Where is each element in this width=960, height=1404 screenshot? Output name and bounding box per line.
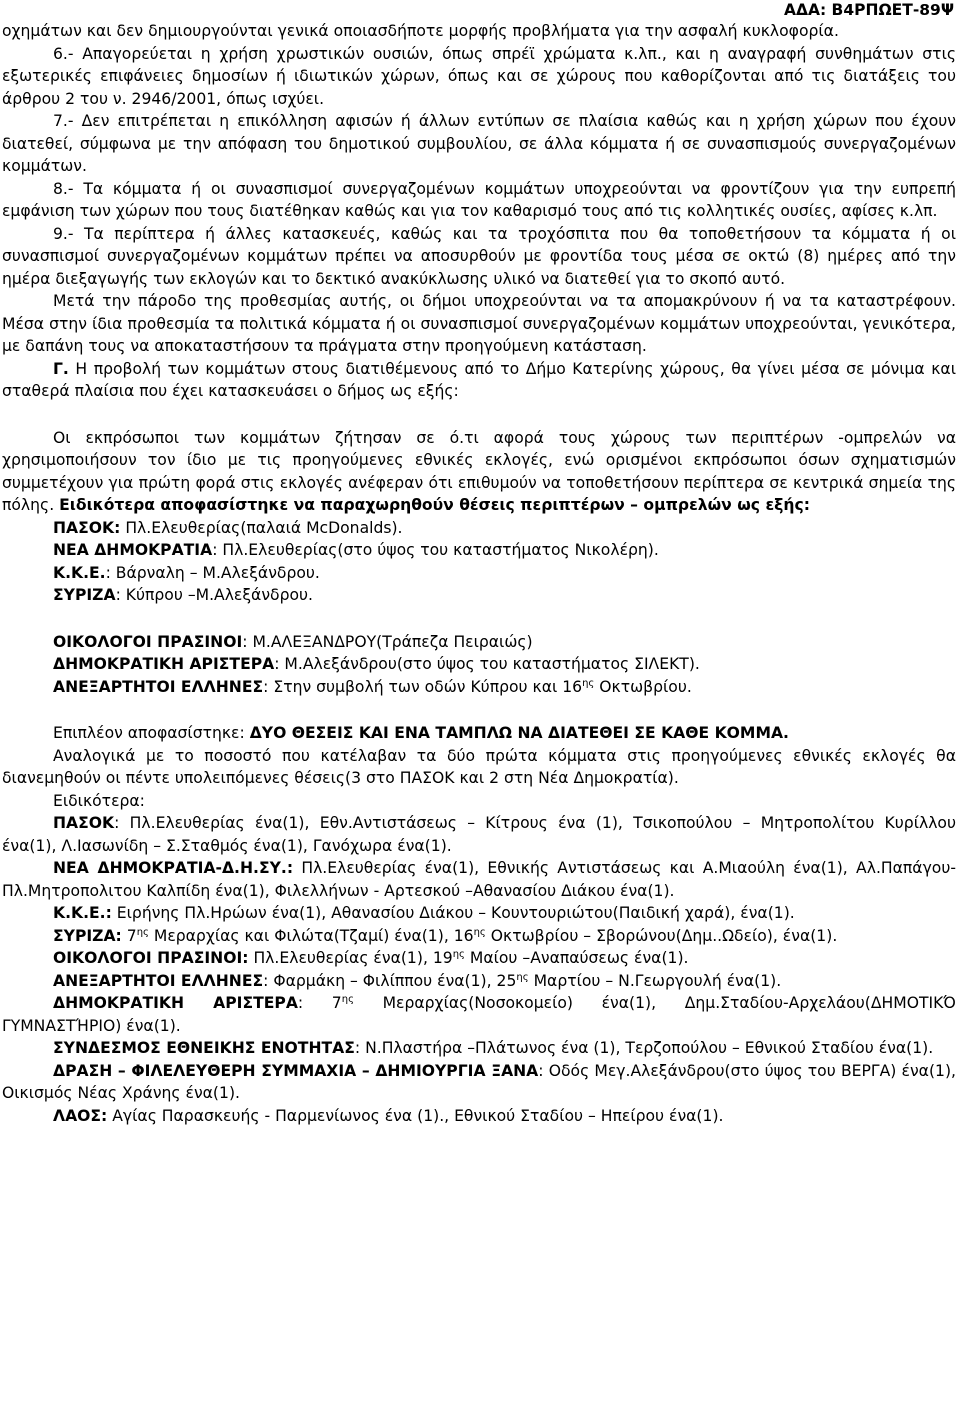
board-locations: Μεραρχίας και Φιλώτα(Τζαμί) ένα(1), 16 [148, 926, 474, 945]
board-locations: Μαίου –Αναπαύσεως ένα(1). [464, 949, 689, 967]
kiosk-place: Πλ.Ελευθερίας(παλαιά McDonalds). [120, 518, 403, 537]
party-name: ΟΙΚΟΛΟΓΟΙ ΠΡΑΣΙΝΟΙ [53, 632, 243, 651]
kiosk-item [2, 539, 956, 562]
board-entry [2, 857, 956, 902]
section-g-text: Η προβολή των κομμάτων στους διατιθέμενους από το Δήμο Κατερίνης χώρους, θα γίνει μέσα σε μόνιμα και σταθερά πλαίσια που έχει κατασκευάσει ο δήμος ως εξής: [2, 359, 956, 400]
kiosk-list-2 [2, 631, 956, 699]
party-name: ΟΙΚΟΛΟΓΟΙ ΠΡΑΣΙΝΟΙ: [53, 949, 249, 967]
board-locations: : Φαρμάκη – Φιλίππου ένα(1), 25 [263, 971, 517, 990]
kiosk-item [2, 676, 956, 699]
party-name: ΠΑΣΟΚ: [53, 518, 121, 537]
ordinal-suffix: ης [341, 994, 354, 1005]
party-name: ΑΝΕΞΑΡΤΗΤΟΙ ΕΛΛΗΝΕΣ [53, 677, 264, 696]
kiosk-list-1 [2, 517, 956, 607]
point-7: 7.- Δεν επιτρέπεται η επικόλληση αφισών ή άλλων εντύπων σε πλαίσια καθώς και η χρήση χώρων που έχουν διατεθεί, σύμφωνα με την απόφαση του δημοτικού συμβουλίου, σε άλλα κόμματα ή σε συνασπισμούς συνεργαζομένων κομμάτων. [2, 112, 956, 175]
board-locations: Οκτωβρίου – Σβορώνου(Δημ..Ωδείο), ένα(1). [485, 926, 838, 945]
board-locations: 7 [121, 926, 137, 945]
board-entry [2, 925, 956, 948]
spacer [2, 607, 956, 631]
board-locations: : Οδός Μεγ.Αλεξάνδρου(στο ύψος του ΒΕΡΓΑ) ένα(1), Οικισμός Νέας Χράνης ένα(1). [2, 1061, 956, 1102]
boards-decision [2, 722, 956, 745]
board-locations: Μεραρχίας(Νοσοκομείο) ένα(1), Δημ.Σταδίου-Αρχελάου(ΔΗΜΟΤΙΚΌ ΓΥΜΝΑΣΤΉΡΙΟ) ένα(1). [2, 994, 956, 1035]
board-entry [2, 1060, 956, 1105]
kiosks-intro-text: Οι εκπρόσωποι των κομμάτων ζήτησαν σε ό.τι αφορά τους χώρους των περιπτέρων -ομπρελών να χρησιμοποιήσουν τον ίδιο με τις προηγούμενες εθνικές εκλογές, ενώ ορισμένοι εκπρόσωποι όσων σχηματισμών συμμετέχουν για πρώτη φορά στις εκλογές ανέφεραν ότι επιθυμούν να τοποθετήσουν περίπτερα σε κεντρικά σημεία της πόλης. [2, 428, 956, 514]
board-entry [2, 902, 956, 925]
party-name: ΑΝΕΞΑΡΤΗΤΟΙ ΕΛΛΗΝΕΣ [53, 971, 264, 990]
point-9-continued: Μετά την πάροδο της προθεσμίας αυτής, οι δήμοι υποχρεούνται να τα απομακρύνουν ή να τα καταστρέφουν. Μέσα στην ίδια προθεσμία τα πολιτικά κόμματα ή οι συνασπισμοί συνεργαζομένων κομμάτων υποχρεούνται, γενικότερα, με δαπάνη τους να αποκαταστήσουν τα πράγματα στην προηγούμενη κατάσταση. [2, 292, 956, 355]
boards-analog: Αναλογικά με το ποσοστό που κατέλαβαν τα δύο πρώτα κόμματα στις προηγούμενες εθνικές εκλογές θα διανεμηθούν οι πέντε υπολειπόμενες θέσεις(3 στο ΠΑΣΟΚ και 2 στη Νέα Δημοκρατία). [2, 746, 956, 787]
board-locations: Πλ.Ελευθερίας ένα(1), 19 [248, 949, 453, 967]
intro-text: οχημάτων και δεν δημιουργούνται γενικά οποιασδήποτε μορφής προβλήματα για την ασφαλή κυκλοφορία. [2, 22, 839, 40]
point-8: 8.- Τα κόμματα ή οι συνασπισμοί συνεργαζομένων κομμάτων υποχρεούνται να φροντίζουν για την ευπρεπή εμφάνιση των χώρων που τους διατέθηκαν καθώς και για τον καθαρισμό τους από τις κολλητικές ουσίες, αφίσες κ.λπ. [2, 179, 956, 220]
kiosk-item [2, 653, 956, 676]
board-entry [2, 1037, 956, 1060]
kiosk-place: : Βάρναλη – Μ.Αλεξάνδρου. [105, 563, 320, 582]
party-name: ΠΑΣΟΚ [53, 814, 115, 832]
kiosk-item [2, 631, 956, 654]
kiosk-place: : Μ.Αλεξάνδρου(στο ύψος του καταστήματος ΣΙΛΕΚΤ). [274, 655, 700, 673]
board-entries [2, 812, 956, 1127]
kiosk-item [2, 517, 956, 540]
board-entry [2, 1105, 956, 1128]
party-name: ΔΗΜΟΚΡΑΤΙΚΗ ΑΡΙΣΤΕΡΑ [53, 994, 298, 1012]
board-locations: Πλ.Ελευθερίας ένα(1), Εθνικής Αντιστάσεως και Α.Μιαούλη ένα(1), Αλ.Παπάγου-Πλ.Μητροπολιτου Καλπίδη ένα(1), Φιλελλήνων - Αρτεσκού –Αθανασίου Διάκου ένα(1). [2, 859, 956, 900]
party-name: ΛΑΟΣ: [53, 1106, 108, 1125]
point-6: 6.- Απαγορεύεται η χρήση χρωστικών ουσιών, όπως σπρέϊ χρώματα κ.λπ., και η αναγραφή συνθημάτων στις εξωτερικές επιφάνειες δημοσίων ή ιδιωτικών χώρων, όπως και σε χώρους που καθορίζονται από τις διατάξεις του άρθρου 2 του ν. 2946/2001, όπως ισχύει. [2, 44, 956, 108]
party-name: ΣΥΡΙΖΑ: [53, 926, 122, 945]
ordinal-suffix: ης [516, 971, 529, 983]
kiosk-place-rest: Οκτωβρίου. [594, 677, 692, 696]
ordinal-suffix: ης [136, 926, 149, 938]
kiosk-place: : Πλ.Ελευθερίας(στο ύψος του καταστήματος Νικολέρη). [212, 541, 659, 559]
party-name: ΔΡΑΣΗ – ΦΙΛΕΛΕΥΘΕΡΗ ΣΥΜΜΑΧΙΑ – ΔΗΜΙΟΥΡΓΙΑ ΞΑΝΑ [53, 1061, 539, 1080]
section-g [2, 358, 956, 403]
boards-prefix: Επιπλέον αποφασίστηκε: [53, 724, 250, 742]
party-name: ΝΕΑ ΔΗΜΟΚΡΑΤΙΑ-Δ.Η.ΣΥ.: [53, 859, 294, 877]
spacer [2, 403, 956, 427]
party-name: ΣΥΝΔΕΣΜΟΣ ΕΘΝΕΙΚΗΣ ΕΝΟΤΗΤΑΣ [53, 1039, 355, 1057]
party-name: ΔΗΜΟΚΡΑΤΙΚΗ ΑΡΙΣΤΕΡΑ [53, 655, 275, 673]
ordinal-suffix: ης [582, 677, 595, 689]
board-locations: Μαρτίου – Ν.Γεωργουλή ένα(1). [528, 971, 782, 990]
boards-decision-text: ΔΥΟ ΘΕΣΕΙΣ ΚΑΙ ΕΝΑ ΤΑΜΠΛΩ ΝΑ ΔΙΑΤΕΘΕΙ ΣΕ ΚΑΘΕ ΚΟΜΜΑ. [249, 724, 789, 742]
party-name: Κ.Κ.Ε.: [53, 904, 112, 922]
board-entry [2, 992, 956, 1037]
board-entry [2, 947, 956, 970]
board-entry [2, 970, 956, 993]
kiosk-place: : Στην συμβολή των οδών Κύπρου και 16 [263, 677, 583, 696]
board-locations: Αγίας Παρασκευής - Παρμενίωνος ένα (1)., Εθνικού Σταδίου – Ηπείρου ένα(1). [107, 1106, 724, 1125]
party-name: Κ.Κ.Ε. [53, 563, 106, 582]
board-locations: : Ν.Πλαστήρα –Πλάτωνος ένα (1), Τερζοπούλου – Εθνικού Σταδίου ένα(1). [354, 1039, 934, 1057]
kiosks-intro [2, 427, 956, 517]
kiosk-place: : Μ.ΑΛΕΞΑΝΔΡΟΥ(Τράπεζα Πειραιώς) [242, 632, 533, 651]
kiosk-item [2, 584, 956, 607]
ordinal-suffix: ης [473, 926, 486, 938]
ada-code: ΑΔΑ: Β4ΡΠΩΕΤ-89Ψ [783, 1, 954, 19]
document-page [2, 0, 956, 1127]
board-locations: : 7 [297, 994, 342, 1012]
board-entry [2, 812, 956, 857]
point-9: 9.- Τα περίπτερα ή άλλες κατασκευές, καθώς και τα τροχόσπιτα που θα τοποθετήσουν τα κόμματα ή οι συνασπισμοί συνεργαζομένων κομμάτων πρέπει να αποσυρθούν με φροντίδα τους μέσα σε οκτώ (8) ημέρες από την ημέρα διεξαγωγής των εκλογών και το δεκτικό ανακύκλωσης υλικό να διατεθεί για το σκοπό αυτό. [2, 224, 956, 288]
spacer [2, 698, 956, 722]
kiosks-decision: Ειδικότερα αποφασίστηκε να παραχωρηθούν θέσεις περιπτέρων – ομπρελών ως εξής: [59, 496, 810, 514]
ordinal-suffix: ης [452, 949, 465, 960]
boards-specifically: Ειδικότερα: [53, 791, 145, 810]
party-name: ΝΕΑ ΔΗΜΟΚΡΑΤΙΑ [53, 541, 213, 559]
section-g-letter: Γ. [53, 359, 69, 378]
kiosk-place: : Κύπρου –Μ.Αλεξάνδρου. [115, 586, 314, 604]
party-name: ΣΥΡΙΖΑ [53, 586, 116, 604]
board-locations: Ειρήνης Πλ.Ηρώων ένα(1), Αθανασίου Διάκου – Κουντουριώτου(Παιδική χαρά), ένα(1). [111, 904, 795, 922]
kiosk-item [2, 562, 956, 585]
board-locations: : Πλ.Ελευθερίας ένα(1), Εθν.Αντιστάσεως – Κίτρους ένα (1), Τσικοπούλου – Μητροπολίτου Κυρίλλου ένα(1), Λ.Ιασωνίδη – Σ.Σταθμός ένα(1), Γανόχωρα ένα(1). [2, 814, 956, 855]
